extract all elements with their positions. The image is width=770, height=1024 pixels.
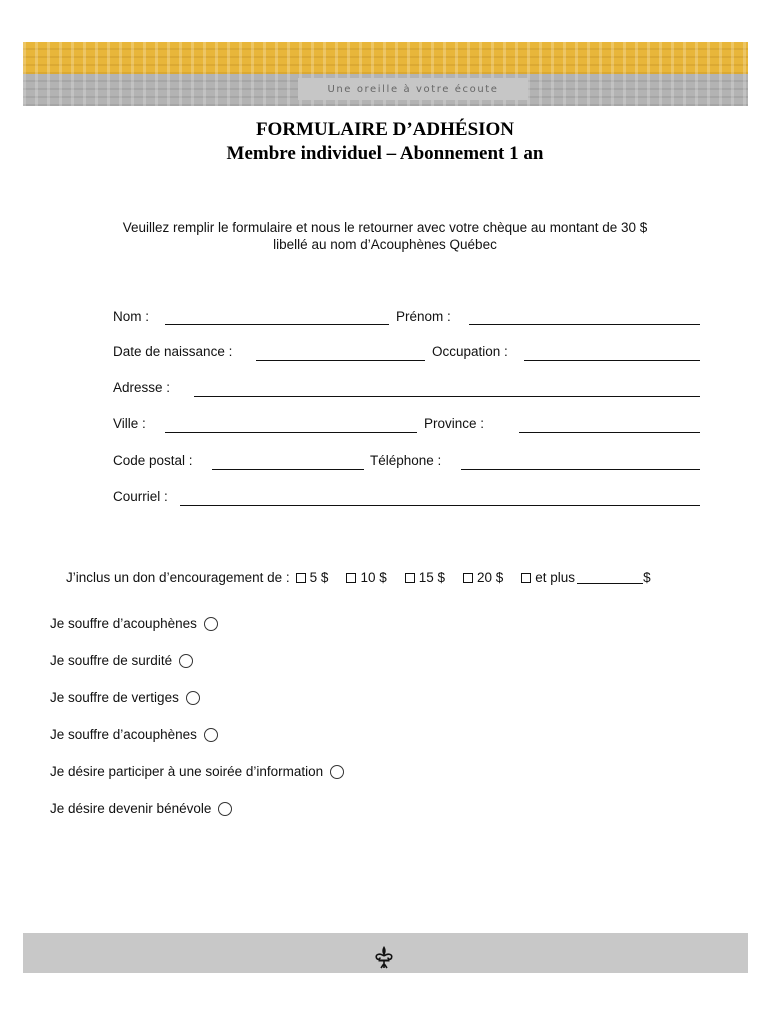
checkbox-icon[interactable] [521, 573, 531, 583]
province-field[interactable] [519, 432, 700, 433]
donation-option-5[interactable]: 5 $ [290, 570, 329, 585]
prenom-label: Prénom : [396, 309, 451, 324]
nom-label: Nom : [113, 309, 150, 324]
checkbox-icon[interactable] [463, 573, 473, 583]
telephone-label: Téléphone : [370, 453, 442, 468]
fleur-de-lis-icon [372, 944, 396, 972]
code-postal-field[interactable] [212, 469, 364, 470]
intro-line-1: Veuillez remplir le formulaire et nous le retourner avec votre chèque au montant de 30 $ [122, 220, 648, 235]
checkbox-icon[interactable] [296, 573, 306, 583]
telephone-field[interactable] [461, 469, 700, 470]
statement-soiree-information[interactable]: Je désire participer à une soirée d’information [50, 764, 344, 779]
donation-option-more[interactable]: et plus [515, 570, 575, 585]
province-label: Province : [424, 416, 485, 431]
radio-icon[interactable] [186, 691, 200, 705]
header-banner [23, 42, 748, 106]
radio-icon[interactable] [218, 802, 232, 816]
prenom-field[interactable] [469, 324, 700, 325]
ville-field[interactable] [165, 432, 417, 433]
occupation-label: Occupation : [432, 344, 508, 359]
checkbox-icon[interactable] [405, 573, 415, 583]
radio-icon[interactable] [204, 728, 218, 742]
date-naissance-label: Date de naissance : [113, 344, 233, 359]
adresse-field[interactable] [194, 396, 700, 397]
tagline-box [298, 78, 528, 100]
form-subtitle: Membre individuel – Abonnement 1 an [226, 143, 544, 164]
statement-acouphenes[interactable]: Je souffre d’acouphènes [50, 616, 218, 631]
donation-amount-field[interactable] [577, 571, 643, 584]
nom-field[interactable] [165, 324, 389, 325]
radio-icon[interactable] [330, 765, 344, 779]
code-postal-label: Code postal : [113, 453, 193, 468]
intro-line-2: libellé au nom d’Acouphènes Québec [273, 237, 497, 252]
donation-option-20[interactable]: 20 $ [457, 570, 503, 585]
occupation-field[interactable] [524, 360, 700, 361]
adresse-label: Adresse : [113, 380, 171, 395]
statement-benevole[interactable]: Je désire devenir bénévole [50, 801, 232, 816]
statement-surdite[interactable]: Je souffre de surdité [50, 653, 193, 668]
ville-label: Ville : [113, 416, 146, 431]
radio-icon[interactable] [204, 617, 218, 631]
donation-currency: $ [643, 570, 651, 585]
date-naissance-field[interactable] [256, 360, 425, 361]
donation-row [66, 570, 651, 585]
courriel-field[interactable] [180, 505, 700, 506]
radio-icon[interactable] [179, 654, 193, 668]
donation-option-15[interactable]: 15 $ [399, 570, 445, 585]
banner-pattern-gold [23, 42, 748, 74]
donation-option-10[interactable]: 10 $ [340, 570, 386, 585]
donation-label: J’inclus un don d’encouragement de : [66, 570, 290, 585]
statement-acouphenes-2[interactable]: Je souffre d’acouphènes [50, 727, 218, 742]
tagline: Une oreille à votre écoute [327, 83, 499, 95]
courriel-label: Courriel : [113, 489, 168, 504]
statement-vertiges[interactable]: Je souffre de vertiges [50, 690, 200, 705]
form-title: FORMULAIRE D’ADHÉSION [255, 119, 515, 140]
checkbox-icon[interactable] [346, 573, 356, 583]
